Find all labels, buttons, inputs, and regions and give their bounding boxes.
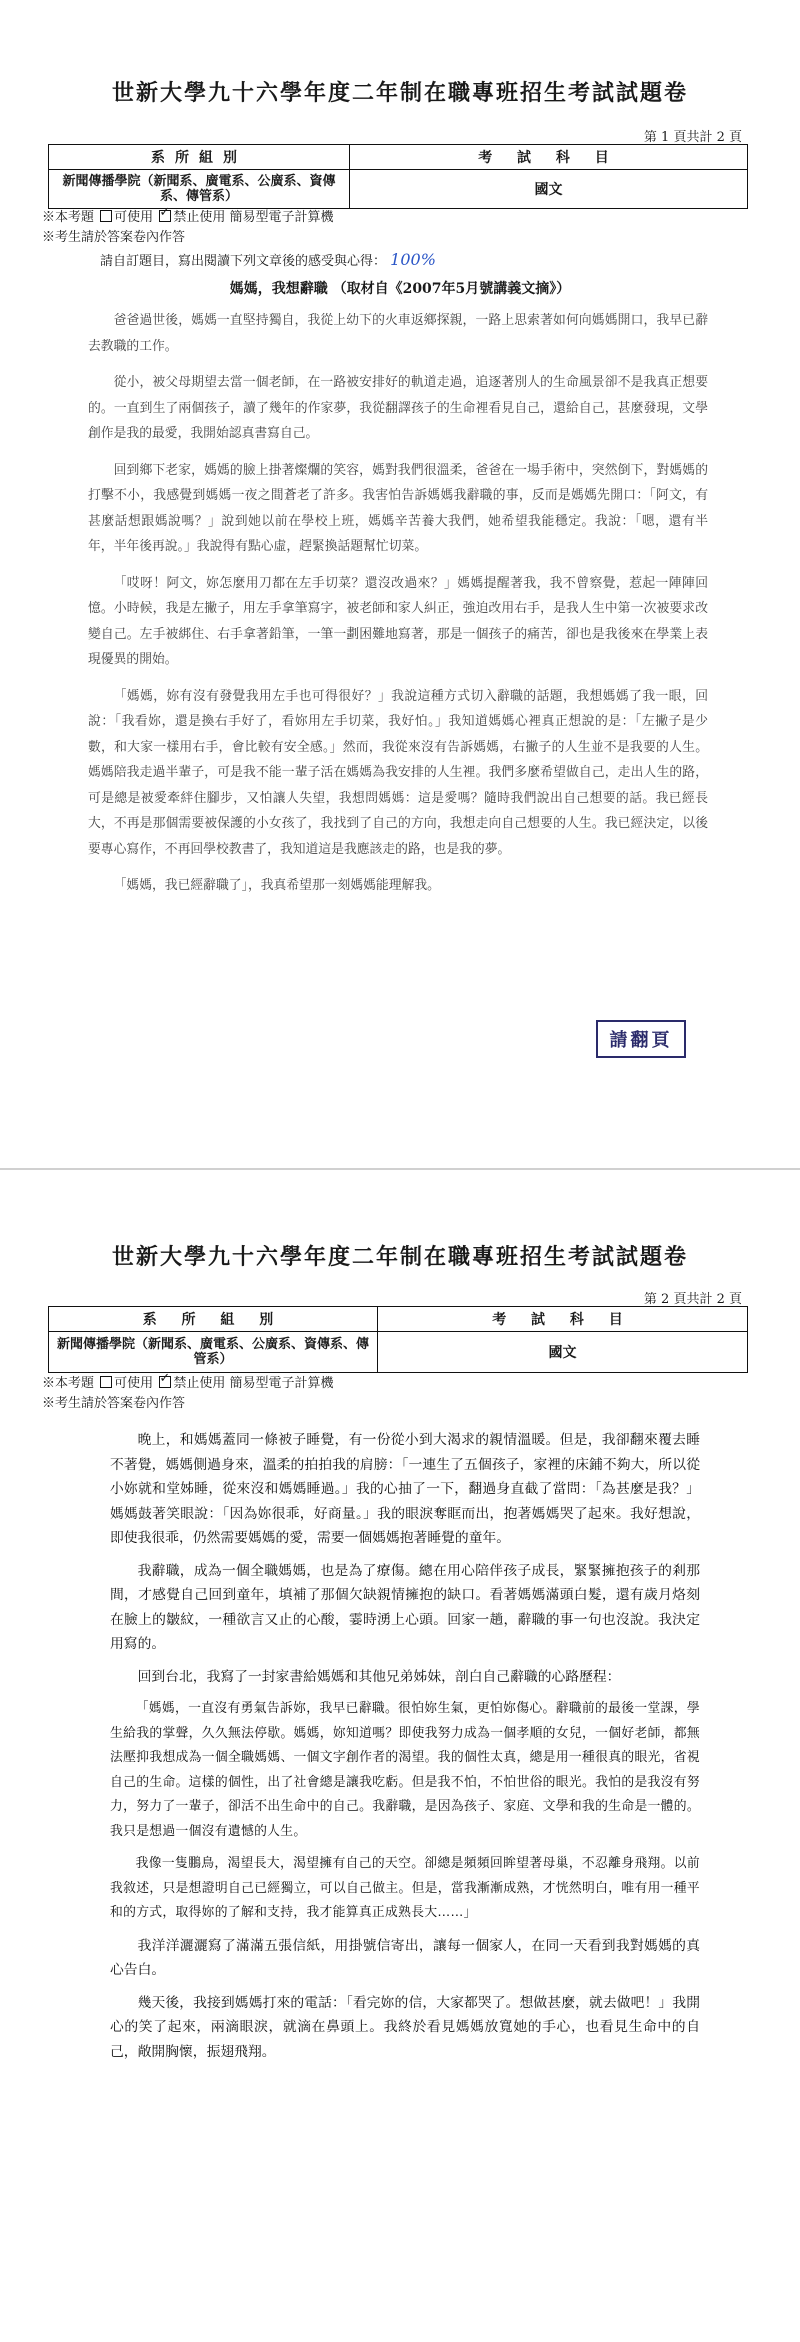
page-number: 第 2 頁共計 2 頁 <box>643 1292 742 1307</box>
answer-note: ※考生請於答案卷內作答 <box>42 230 186 245</box>
page-number: 第 1 頁共計 2 頁 <box>643 130 742 145</box>
subject-header: 考 試 科 目 <box>350 145 748 170</box>
checkbox-forbidden <box>159 210 171 222</box>
essay-prompt: 請自訂題目，寫出閱讀下列文章後的感受與心得： 100% <box>100 250 436 269</box>
paragraph: 幾天後，我接到媽媽打來的電話：「看完妳的信，大家都哭了。想做甚麼，就去做吧！」我開心的笑了起來，兩滴眼淚，就滴在鼻頭上。我終於看見媽媽放寬她的手心，也看見生命中的自己，敞開胸懷，振翅飛翔。 <box>110 1994 700 2060</box>
turn-page-stamp: 請翻頁 <box>596 1020 686 1058</box>
answer-note: ※考生請於答案卷內作答 <box>42 1396 186 1411</box>
paragraph: 「媽媽，妳有沒有發覺我用左手也可得很好？」我說這種方式切入辭職的話題，我想媽媽了我一眼，回說：「我看妳，還是換右手好了，看妳用左手切菜，我好怕。」我知道媽媽心裡真正想說的是：「左撇子是少數，和大家一樣用右手，會比較有安全感。」然而，我從來沒有告訴媽媽，右撇子的人生並不是我要的人生。媽媽陪我走過半輩子，可是我不能一輩子活在媽媽為我安排的人生裡。我們多麼希望做自己，走出人生的路，可是總是被愛牽絆住腳步，又怕讓人失望，我想問媽媽：這是愛嗎？隨時我們說出自己想要的話。我已經長大，不再是那個需要被保護的小女孩了，我找到了自己的方向，我想走向自己想要的人生。我已經決定，以後要專心寫作，不再回學校教書了，我知道這是我應該走的路，也是我的夢。 <box>88 688 708 857</box>
paragraph: 「哎呀！阿文，妳怎麼用刀都在左手切菜？還沒改過來？」媽媽提醒著我，我不曾察覺，惹起一陣陣回憶。小時候，我是左撇子，用左手拿筆寫字，被老師和家人糾正，強迫改用右手，是我人生中第一次被要求改變自己。左手被綁住、右手拿著鉛筆，一筆一劃困難地寫著，那是一個孩子的痛苦，卻也是我後來在學業上表現優異的開始。 <box>88 575 708 667</box>
dept-header: 系所組別 <box>49 145 350 170</box>
essay-title: 媽媽，我想辭職 （取材自《2007年5月號講義文摘》） <box>229 281 571 297</box>
dept-value: 新聞傳播學院（新聞系、廣電系、公廣系、資傳系、傳管系） <box>49 170 350 209</box>
calculator-note: ※本考題 可使用 ✓ 禁止使用 簡易型電子計算機 <box>42 1372 333 1391</box>
checkbox-forbidden <box>159 1376 171 1388</box>
exam-page-2 <box>0 1170 800 2342</box>
dept-header: 系 所 組 別 <box>49 1307 378 1332</box>
calculator-note: ※本考題 可使用 ✓ 禁止使用 簡易型電子計算機 <box>42 206 333 225</box>
subject-header: 考 試 科 目 <box>378 1307 748 1332</box>
paragraph: 「媽媽，我已經辭職了」，我真希望那一刻媽媽能理解我。 <box>113 878 440 893</box>
paragraph: 回到台北，我寫了一封家書給媽媽和其他兄弟姊妹，剖白自己辭職的心路歷程： <box>137 1668 621 1685</box>
paragraph: 我辭職，成為一個全職媽媽，也是為了療傷。總在用心陪伴孩子成長，緊緊擁抱孩子的剎那間，才感覺自己回到童年，填補了那個欠缺親情擁抱的缺口。看著媽媽滿頭白髮，還有歲月烙刻在臉上的皺紋，一種欲言又止的心酸，霎時湧上心頭。回家一趟，辭職的事一句也沒說。我決定用寫的。 <box>110 1562 700 1652</box>
exam-header-table <box>48 1306 748 1373</box>
exam-title: 世新大學九十六學年度二年制在職專班招生考試試題卷 <box>111 1244 688 1270</box>
essay-body-page2 <box>110 1428 700 2072</box>
exam-header-table <box>48 144 748 209</box>
paragraph: 回到鄉下老家，媽媽的臉上掛著燦爛的笑容，媽對我們很溫柔，爸爸在一場手術中，突然倒下，對媽媽的打擊不小，我感覺到媽媽一夜之間蒼老了許多。我害怕告訴媽媽我辭職的事，反而是媽媽先開口：「阿文，有甚麼話想跟媽說嗎？」說到她以前在學校上班，媽媽辛苦養大我們，她希望我能穩定。我說：「嗯，還有半年，半年後再說。」我說得有點心虛，趕緊換話題幫忙切菜。 <box>88 462 708 554</box>
dept-value: 新聞傳播學院（新聞系、廣電系、公廣系、資傳系、傳管系） <box>49 1332 378 1373</box>
handwritten-score: 100% <box>390 250 436 269</box>
paragraph: 爸爸過世後，媽媽一直堅持獨自，我從上幼下的火車返鄉探親，一路上思索著如何向媽媽開口，我早已辭去教職的工作。 <box>88 313 708 354</box>
paragraph: 我洋洋灑灑寫了滿滿五張信紙，用掛號信寄出，讓每一個家人，在同一天看到我對媽媽的真心告白。 <box>110 1937 700 1978</box>
checkbox-allowed <box>100 1376 112 1388</box>
paragraph: 從小，被父母期望去當一個老師，在一路被安排好的軌道走過，追逐著別人的生命風景卻不是我真正想要的。一直到生了兩個孩子，讀了幾年的作家夢，我從翻譯孩子的生命裡看見自己，還給自己，甚麼發現，文學創作是我的最愛，我開始認真書寫自己。 <box>88 375 708 441</box>
exam-title: 世新大學九十六學年度二年制在職專班招生考試試題卷 <box>111 80 688 106</box>
checkbox-allowed <box>100 210 112 222</box>
essay-body-page1 <box>88 308 708 910</box>
subject-value: 國文 <box>378 1332 748 1373</box>
exam-page-1 <box>0 0 800 1170</box>
subject-value: 國文 <box>350 170 748 209</box>
letter-paragraph: 「媽媽，一直沒有勇氣告訴妳，我早已辭職。很怕妳生氣，更怕妳傷心。辭職前的最後一堂課，學生給我的掌聲，久久無法停歇。媽媽，妳知道嗎？即使我努力成為一個孝順的女兒，一個好老師，都無法壓抑我想成為一個全職媽媽、一個文字創作者的渴望。我的個性太真，總是用一種很真的眼光，省視自己的生命。這樣的個性，出了社會總是讓我吃虧。但是我不怕，不怕世俗的眼光。我怕的是我沒有努力，努力了一輩子，卻活不出生命中的自己。我辭職，是因為孩子、家庭、文學和我的生命是一體的。我只是想過一個沒有遺憾的人生。 <box>110 1701 700 1839</box>
paragraph: 晚上，和媽媽蓋同一條被子睡覺，有一份從小到大渴求的親情溫暖。但是，我卻翻來覆去睡不著覺，媽媽側過身來，溫柔的拍拍我的肩膀：「一連生了五個孩子，家裡的床鋪不夠大，所以從小妳就和堂姊睡，從來沒和媽媽睡過。」我的心抽了一下，翻過身直截了當問：「為甚麼是我？」媽媽鼓著笑眼說：「因為妳很乖，好商量。」我的眼淚奪眶而出，抱著媽媽哭了起來。我好想說，即使我很乖，仍然需要媽媽的愛，需要一個媽媽抱著睡覺的童年。 <box>110 1432 700 1546</box>
letter-paragraph: 我像一隻鵬鳥，渴望長大，渴望擁有自己的天空。卻總是頻頻回眸望著母巢，不忍離身飛翔。以前我敘述，只是想證明自己已經獨立，可以自己做主。但是，當我漸漸成熟，才恍然明白，唯有用一種平和的方式，取得妳的了解和支持，我才能算真正成熟長大……」 <box>110 1856 700 1920</box>
